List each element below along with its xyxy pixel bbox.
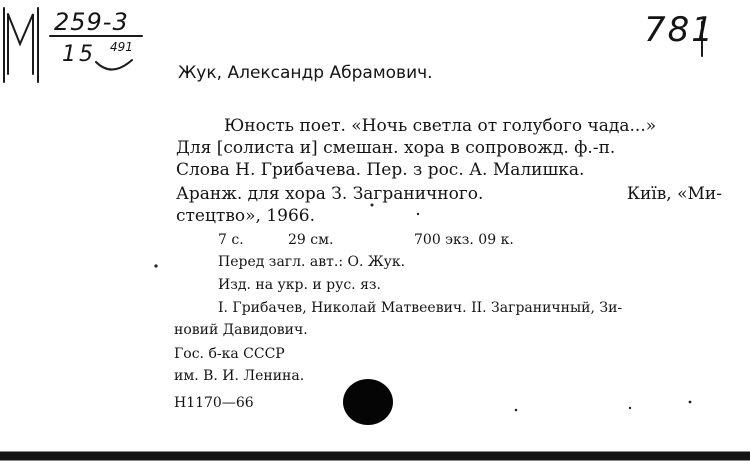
extent-size: 29 см. [288,232,334,248]
publisher-place: Київ, «Ми- [626,184,722,204]
speck [417,213,419,215]
speck [689,401,692,404]
description-line-3: Слова Н. Грибачева. Пер. з рос. А. Малишка. [176,160,585,180]
swirl-mark [96,60,132,70]
note-author: Перед загл. авт.: О. Жук. [218,254,406,270]
library-line-1: Гос. б-ка СССР [174,346,285,362]
card-number: Н1170—66 [174,395,254,411]
publisher-line: стецтво», 1966. [176,206,316,226]
accession-number: 781 [644,10,715,50]
speck [629,407,631,409]
handwritten-m-mark [8,14,33,74]
tracings-line-1: I. Грибачев, Николай Матвеевич. II. Заграничный, Зи- [218,300,623,316]
description-line-1: Юность поет. «Ночь светла от голубого чада...» [224,116,657,136]
library-line-2: им. В. И. Ленина. [174,368,305,384]
description-line-4 [176,184,722,204]
call-number-note: 491 [110,40,133,54]
description-line-2: Для [солиста и] смешан. хора в сопровожд. ф.-п. [176,138,616,158]
punch-hole [343,379,393,425]
call-number-top: 259-3 [54,8,129,36]
speck [154,264,157,267]
extent-pages: 7 с. [218,232,244,248]
description-arranger: Аранж. для хора З. Заграничного. [176,184,484,204]
extent-copies: 700 экз. 09 к. [414,232,514,248]
call-number-bottom: 15 [62,42,96,67]
speck [515,409,518,412]
tracings-line-2: новий Давидович. [174,322,308,338]
note-language: Изд. на укр. и рус. яз. [218,277,381,293]
author-heading: Жук, Александр Абрамович. [178,63,433,83]
